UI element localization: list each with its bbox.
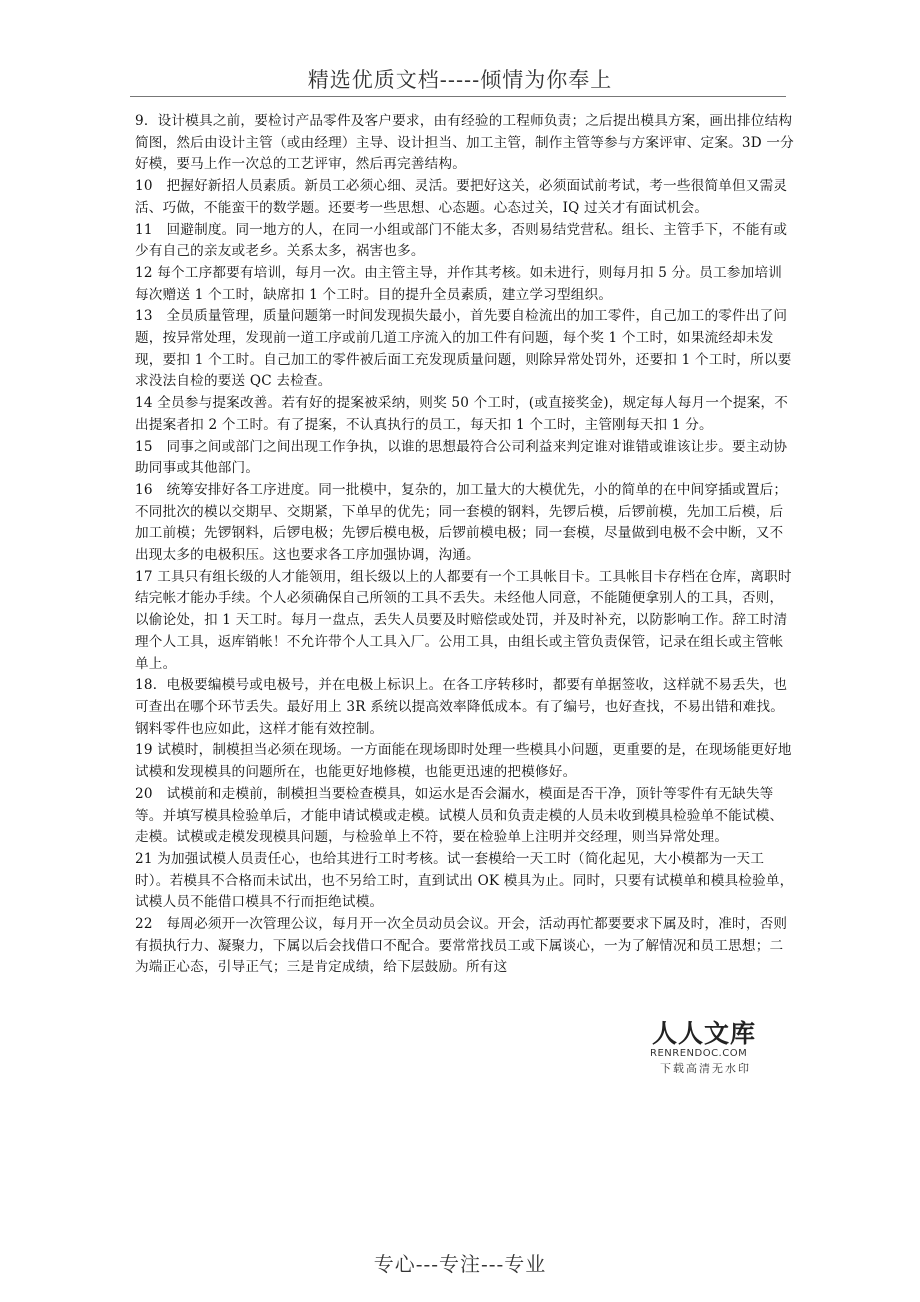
page-footer: 专心---专注---专业 bbox=[373, 1252, 547, 1276]
paragraph-9: 9．设计模具之前，要检讨产品零件及客户要求，由有经验的工程师负责；之后提出模具方案，画出排位结构简图，然后由设计主管（或由经理）主导、设计担当、加工主管，制作主管等参与方案评审、定案。3D 一分好模，要马上作一次总的工艺评审，然后再完善结构。 bbox=[135, 113, 794, 173]
paragraph-19: 19 试模时，制模担当必须在现场。一方面能在现场即时处理一些模具小问题，更重要的是，在现场能更好地试模和发现模具的问题所在，也能更好地修模，也能更迅速的把模修好。 bbox=[135, 742, 792, 781]
paragraph-13: 13 全员质量管理，质量问题第一时间发现损失最小，首先要自检流出的加工零件，自己加工的零件出了问题，按异常处理，发现前一道工序或前几道工序流入的加工件有问题，每个奖 1 个工时，如果流经却未发现，要扣 1 个工时。自己加工的零件被后面工充发现质量问题，则除异常处罚外，还要扣 1 个工时，所以要求没法自检的要送 QC 去检查。 bbox=[135, 308, 792, 390]
page-header: 精选优质文档-----倾情为你奉上 bbox=[307, 68, 613, 92]
header-divider bbox=[130, 96, 786, 97]
watermark-title: 人人文库 bbox=[652, 1019, 757, 1048]
paragraph-11: 11 回避制度。同一地方的人，在同一小组或部门不能太多，否则易结党营私。组长、主管手下，不能有或少有自己的亲友或老乡。关系太多，祸害也多。 bbox=[135, 221, 788, 260]
paragraph-14: 14 全员参与提案改善。若有好的提案被采纳，则奖 50 个工时，(或直接奖金)，规定每人每月一个提案，不出提案者扣 2 个工时。有了提案，不认真执行的员工，每天扣 1 个工时，主管刚每天扣 1 分。 bbox=[135, 395, 789, 433]
paragraph-10: 10 把握好新招人员素质。新员工必须心细、灵活。要把好这关，必须面试前考试，考一些很简单但又需灵活、巧做，不能蛮干的数学题。还要考一些思想、心态题。心态过关，IQ 过关才有面试机会。 bbox=[135, 178, 788, 216]
paragraph-17: 17 工具只有组长级的人才能领用，组长级以上的人都要有一个工具帐目卡。工具帐目卡存档在仓库，离职时结完帐才能办手续。个人必须确保自己所领的工具不丢失。未经他人同意，不能随便拿别人的工具，否则，以偷论处，扣 1 天工时。每月一盘点，丢失人员要及时赔偿或处罚，并及时补充，以防影响工作。辞工时清理个人工具，返库销帐！不允许带个人工具入厂。公用工具，由组长或主管负责保管，记录在组长或主管帐单上。 bbox=[135, 568, 792, 672]
document-body bbox=[135, 111, 795, 979]
watermark-logo bbox=[646, 1014, 776, 1076]
paragraph-18: 18．电极要编模号或电极号，并在电极上标识上。在各工序转移时，都要有单据签收，这样就不易丢失，也可查出在哪个环节丢失。最好用上 3R 系统以提高效率降低成本。有了编号，也好查找，不易出错和难找。钢料零件也应如此，这样才能有效控制。 bbox=[135, 677, 788, 737]
paragraph-21: 21 为加强试模人员责任心，也给其进行工时考核。试一套模给一天工时（简化起见，大小模都为一天工时）。若模具不合格而未试出，也不另给工时，直到试出 OK 模具为止。同时，只要有试模单和模具检验单，试模人员不能借口模具不行而拒绝试模。 bbox=[135, 850, 794, 911]
paragraph-12: 12 每个工序都要有培训，每月一次。由主管主导，并作其考核。如未进行，则每月扣 5 分。员工参加培训每次赠送 1 个工时，缺席扣 1 个工时。目的提升全员素质，建立学习型组织。 bbox=[135, 264, 783, 303]
paragraph-15: 15 同事之间或部门之间出现工作争执，以谁的思想最符合公司利益来判定谁对谁错或谁该让步。要主动协助同事或其他部门。 bbox=[135, 438, 788, 477]
paragraph-22: 22 每周必须开一次管理公议，每月开一次全员动员会议。开会，活动再忙都要要求下属及时，准时，否则有损执行力、凝聚力，下属以后会找借口不配合。要常常找员工或下属谈心，一为了解情况和员工思想；二为端正心态，引导正气；三是肯定成绩，给下层鼓励。所有这 bbox=[135, 916, 788, 976]
paragraph-16: 16 统筹安排好各工序进度。同一批模中，复杂的，加工量大的大模优先，小的简单的在中间穿插或置后；不同批次的模以交期早、交期紧，下单早的优先；同一套模的钢料，先锣后模，后锣前模，先加工后模，后加工前模；先锣钢料，后锣电极；先锣后模电极，后锣前模电极；同一套模，尽量做到电极不会中断，又不出现太多的电极积压。这也要求各工序加强协调，沟通。 bbox=[135, 481, 788, 564]
watermark-url: RENRENDOC.COM bbox=[650, 1048, 748, 1059]
paragraph-20: 20 试模前和走模前，制模担当要检查模具，如运水是否会漏水，模面是否干净，顶针等零件有无缺失等等。并填写模具检验单后，才能申请试模或走模。试模人员和负责走模的人员未收到模具检验单不能试模、走模。试模或走模发现模具问题，与检验单上不符，要在检验单上注明并交经理，则当异常处理。 bbox=[135, 785, 784, 846]
watermark-slogan: 下载高清无水印 bbox=[660, 1062, 751, 1075]
